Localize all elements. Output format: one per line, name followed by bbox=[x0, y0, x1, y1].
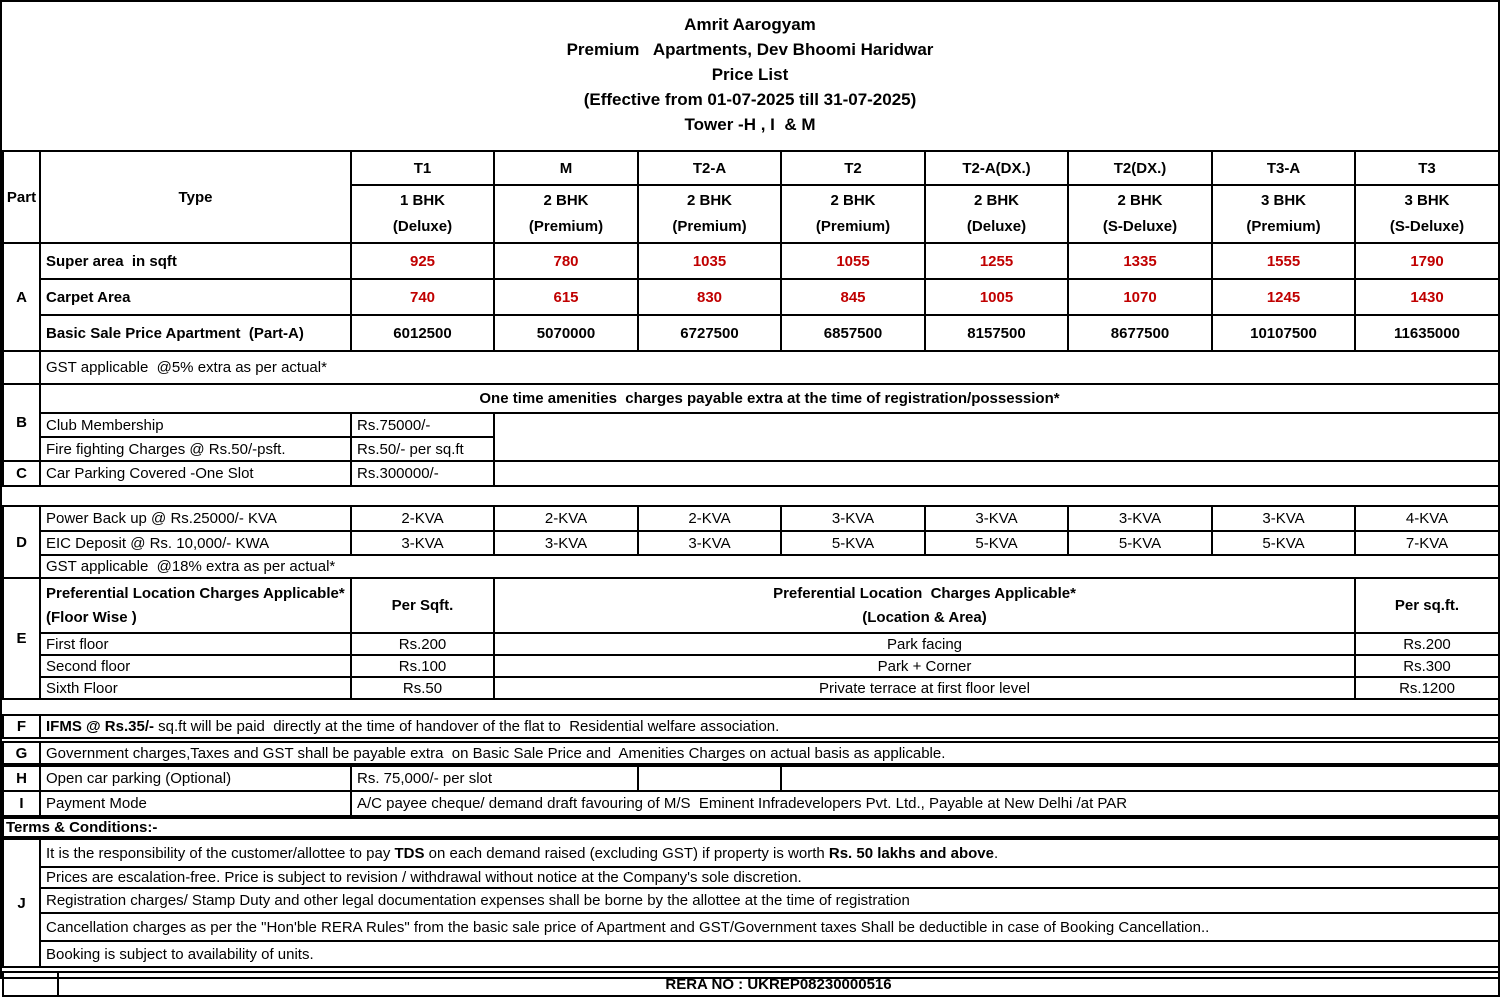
carpet-area-value: 1430 bbox=[1355, 279, 1499, 315]
row-label-eic-deposit: EIC Deposit @ Rs. 10,000/- KWA bbox=[40, 531, 351, 555]
per-sqft-header-right: Per sq.ft. bbox=[1355, 578, 1499, 633]
unit-config bbox=[494, 185, 638, 243]
bhk-line: 2 BHK bbox=[973, 192, 1019, 209]
power-backup-value: 3-KVA bbox=[781, 506, 925, 531]
club-membership-value: Rs.75000/- bbox=[351, 413, 494, 437]
carpet-area-value: 1070 bbox=[1068, 279, 1212, 315]
rera-footer-table bbox=[2, 971, 1500, 997]
tower-code: T2-A(DX.) bbox=[925, 151, 1068, 185]
open-car-parking-label: Open car parking (Optional) bbox=[40, 766, 351, 791]
unit-config bbox=[1355, 185, 1499, 243]
bhk-line: 3 BHK bbox=[1404, 192, 1450, 209]
eic-deposit-value: 3-KVA bbox=[638, 531, 781, 555]
unit-config bbox=[1068, 185, 1212, 243]
super-area-value: 1255 bbox=[925, 243, 1068, 279]
project-name: Amrit Aarogyam bbox=[684, 15, 816, 34]
location-rate: Rs.200 bbox=[1355, 633, 1499, 655]
power-backup-value: 4-KVA bbox=[1355, 506, 1499, 531]
payment-mode-label: Payment Mode bbox=[40, 791, 351, 816]
rera-number: RERA NO : UKREP08230000516 bbox=[58, 972, 1499, 996]
empty-cell bbox=[638, 766, 781, 791]
terms-heading-table bbox=[2, 817, 1500, 838]
terms-row-booking: Booking is subject to availability of units. bbox=[40, 941, 1499, 967]
section-a-label: A bbox=[3, 243, 40, 351]
plc-floorwise-line1: Preferential Location Charges Applicable* bbox=[46, 584, 345, 602]
bhk-line: 2 BHK bbox=[686, 192, 732, 209]
section-spacer bbox=[2, 487, 1498, 505]
part-header: Part bbox=[3, 151, 40, 243]
power-backup-value: 2-KVA bbox=[351, 506, 494, 531]
unit-config bbox=[351, 185, 494, 243]
basic-sale-price-value: 6857500 bbox=[781, 315, 925, 351]
document-type: Price List bbox=[711, 65, 789, 84]
carpet-area-value: 615 bbox=[494, 279, 638, 315]
project-subtitle: Premium Apartments, Dev Bhoomi Haridwar bbox=[566, 40, 934, 59]
floor-label: Second floor bbox=[40, 655, 351, 677]
terms-heading: Terms & Conditions:- bbox=[3, 818, 1499, 837]
bhk-line: 1 BHK bbox=[399, 192, 445, 209]
terms-tds-seg3: . bbox=[993, 844, 999, 862]
plc-location-line2: (Location & Area) bbox=[862, 608, 987, 626]
row-g-label: G bbox=[3, 742, 40, 764]
bhk-line: 2 BHK bbox=[830, 192, 876, 209]
tower-code: T2 bbox=[781, 151, 925, 185]
row-h-label: H bbox=[3, 766, 40, 791]
terms-row-cancellation: Cancellation charges as per the "Hon'ble RERA Rules" from the basic sale price of Apartment and GST/Government taxes Shall be deductible in case of Booking Cancellation.. bbox=[40, 913, 1499, 941]
open-car-parking-value: Rs. 75,000/- per slot bbox=[351, 766, 638, 791]
carpet-area-value: 1005 bbox=[925, 279, 1068, 315]
terms-row-escalation: Prices are escalation-free. Price is subject to revision / withdrawal without notice at the Company's sole discretion. bbox=[40, 867, 1499, 888]
terms-row-registration: Registration charges/ Stamp Duty and other legal documentation expenses shall be borne by the allottee at the time of registration bbox=[40, 888, 1499, 913]
terms-tds-bold2: Rs. 50 lakhs and above bbox=[828, 844, 994, 862]
terms-table bbox=[2, 838, 1500, 968]
empty-part-cell bbox=[3, 351, 40, 384]
empty-cell bbox=[3, 972, 58, 996]
eic-deposit-value: 5-KVA bbox=[1068, 531, 1212, 555]
terms-row-tds bbox=[40, 839, 1499, 867]
plc-floorwise-header bbox=[40, 578, 351, 633]
section-d-label: D bbox=[3, 506, 40, 578]
row-f-label: F bbox=[3, 715, 40, 738]
tower-code: T3 bbox=[1355, 151, 1499, 185]
gst-5-note: GST applicable @5% extra as per actual* bbox=[40, 351, 1499, 384]
location-label: Private terrace at first floor level bbox=[494, 677, 1355, 699]
variant-line: (Premium) bbox=[672, 218, 747, 235]
basic-sale-price-value: 8677500 bbox=[1068, 315, 1212, 351]
super-area-value: 925 bbox=[351, 243, 494, 279]
row-label-carpet-area: Carpet Area bbox=[40, 279, 351, 315]
variant-line: (Deluxe) bbox=[966, 218, 1027, 235]
row-g-table bbox=[2, 741, 1500, 765]
power-backup-value: 2-KVA bbox=[494, 506, 638, 531]
price-table bbox=[2, 150, 1500, 487]
super-area-value: 1790 bbox=[1355, 243, 1499, 279]
eic-deposit-value: 5-KVA bbox=[1212, 531, 1355, 555]
row-label-basic-sale-price: Basic Sale Price Apartment (Part-A) bbox=[40, 315, 351, 351]
basic-sale-price-value: 6012500 bbox=[351, 315, 494, 351]
eic-deposit-value: 7-KVA bbox=[1355, 531, 1499, 555]
basic-sale-price-value: 11635000 bbox=[1355, 315, 1499, 351]
ifms-note-rest: sq.ft will be paid directly at the time of handover of the flat to Residential welfare association. bbox=[153, 718, 780, 735]
row-label-super-area: Super area in sqft bbox=[40, 243, 351, 279]
variant-line: (S-Deluxe) bbox=[1102, 218, 1178, 235]
car-parking-value: Rs.300000/- bbox=[351, 461, 494, 486]
eic-deposit-value: 3-KVA bbox=[494, 531, 638, 555]
government-charges-note: Government charges,Taxes and GST shall be payable extra on Basic Sale Price and Amenities Charges on actual basis as applicable. bbox=[40, 742, 1499, 764]
carpet-area-value: 845 bbox=[781, 279, 925, 315]
ifms-note bbox=[40, 715, 1499, 738]
floor-rate: Rs.50 bbox=[351, 677, 494, 699]
terms-tds-seg2: on each demand raised (excluding GST) if property is worth bbox=[424, 844, 829, 862]
tower-code: T1 bbox=[351, 151, 494, 185]
section-c-label: C bbox=[3, 461, 40, 486]
eic-deposit-value: 5-KVA bbox=[781, 531, 925, 555]
super-area-value: 1335 bbox=[1068, 243, 1212, 279]
row-hi-table bbox=[2, 765, 1500, 817]
eic-deposit-value: 5-KVA bbox=[925, 531, 1068, 555]
floor-rate: Rs.200 bbox=[351, 633, 494, 655]
fire-fighting-value: Rs.50/- per sq.ft bbox=[351, 437, 494, 461]
plc-floorwise-line2: (Floor Wise ) bbox=[46, 608, 137, 626]
unit-config bbox=[638, 185, 781, 243]
section-j-label: J bbox=[3, 839, 40, 967]
section-spacer bbox=[2, 700, 1498, 714]
type-header: Type bbox=[40, 151, 351, 243]
effective-dates: (Effective from 01-07-2025 till 31-07-2025) bbox=[583, 90, 917, 109]
amenities-header: One time amenities charges payable extra at the time of registration/possession* bbox=[40, 384, 1499, 413]
carpet-area-value: 830 bbox=[638, 279, 781, 315]
variant-line: (Premium) bbox=[1246, 218, 1321, 235]
terms-tds-bold1: TDS bbox=[394, 844, 425, 862]
power-backup-value: 3-KVA bbox=[1068, 506, 1212, 531]
variant-line: (Deluxe) bbox=[392, 218, 453, 235]
payment-mode-value: A/C payee cheque/ demand draft favouring of M/S Eminent Infradevelopers Pvt. Ltd., Payable at New Delhi /at PAR bbox=[351, 791, 1499, 816]
tower-code: T2(DX.) bbox=[1068, 151, 1212, 185]
variant-line: (Premium) bbox=[528, 218, 604, 235]
empty-cell bbox=[494, 413, 1499, 461]
row-i-label: I bbox=[3, 791, 40, 816]
unit-config bbox=[781, 185, 925, 243]
row-label-power-backup: Power Back up @ Rs.25000/- KVA bbox=[40, 506, 351, 531]
tower-names: Tower -H , I & M bbox=[684, 115, 816, 134]
tower-code: T3-A bbox=[1212, 151, 1355, 185]
row-label-car-parking: Car Parking Covered -One Slot bbox=[40, 461, 351, 486]
power-backup-value: 2-KVA bbox=[638, 506, 781, 531]
document-title-block bbox=[2, 2, 1498, 150]
row-label-fire-fighting: Fire fighting Charges @ Rs.50/-psft. bbox=[40, 437, 351, 461]
bhk-line: 3 BHK bbox=[1260, 192, 1306, 209]
location-label: Park facing bbox=[494, 633, 1355, 655]
ifms-note-bold: IFMS @ Rs.35/- bbox=[46, 718, 154, 735]
gst-18-note: GST applicable @18% extra as per actual* bbox=[40, 555, 1499, 578]
super-area-value: 1055 bbox=[781, 243, 925, 279]
empty-cell bbox=[494, 461, 1499, 486]
super-area-value: 1555 bbox=[1212, 243, 1355, 279]
unit-config bbox=[1212, 185, 1355, 243]
empty-cell bbox=[781, 766, 1499, 791]
super-area-value: 780 bbox=[494, 243, 638, 279]
powerbackup-plc-table bbox=[2, 505, 1500, 700]
plc-location-line1: Preferential Location Charges Applicable* bbox=[773, 584, 1076, 602]
terms-tds-seg1: It is the responsibility of the customer/allottee to pay bbox=[46, 844, 395, 862]
floor-label: Sixth Floor bbox=[40, 677, 351, 699]
bhk-line: 2 BHK bbox=[543, 192, 589, 209]
basic-sale-price-value: 5070000 bbox=[494, 315, 638, 351]
tower-code: M bbox=[494, 151, 638, 185]
variant-line: (S-Deluxe) bbox=[1389, 218, 1465, 235]
basic-sale-price-value: 8157500 bbox=[925, 315, 1068, 351]
location-rate: Rs.300 bbox=[1355, 655, 1499, 677]
per-sqft-header-left: Per Sqft. bbox=[351, 578, 494, 633]
floor-rate: Rs.100 bbox=[351, 655, 494, 677]
floor-label: First floor bbox=[40, 633, 351, 655]
variant-line: (Premium) bbox=[815, 218, 891, 235]
plc-location-header bbox=[494, 578, 1355, 633]
basic-sale-price-value: 10107500 bbox=[1212, 315, 1355, 351]
unit-config bbox=[925, 185, 1068, 243]
location-label: Park + Corner bbox=[494, 655, 1355, 677]
section-b-label: B bbox=[3, 384, 40, 461]
carpet-area-value: 740 bbox=[351, 279, 494, 315]
section-e-label: E bbox=[3, 578, 40, 699]
bhk-line: 2 BHK bbox=[1117, 192, 1163, 209]
row-f-table bbox=[2, 714, 1500, 739]
super-area-value: 1035 bbox=[638, 243, 781, 279]
basic-sale-price-value: 6727500 bbox=[638, 315, 781, 351]
power-backup-value: 3-KVA bbox=[925, 506, 1068, 531]
location-rate: Rs.1200 bbox=[1355, 677, 1499, 699]
row-label-club-membership: Club Membership bbox=[40, 413, 351, 437]
power-backup-value: 3-KVA bbox=[1212, 506, 1355, 531]
eic-deposit-value: 3-KVA bbox=[351, 531, 494, 555]
tower-code: T2-A bbox=[638, 151, 781, 185]
carpet-area-value: 1245 bbox=[1212, 279, 1355, 315]
